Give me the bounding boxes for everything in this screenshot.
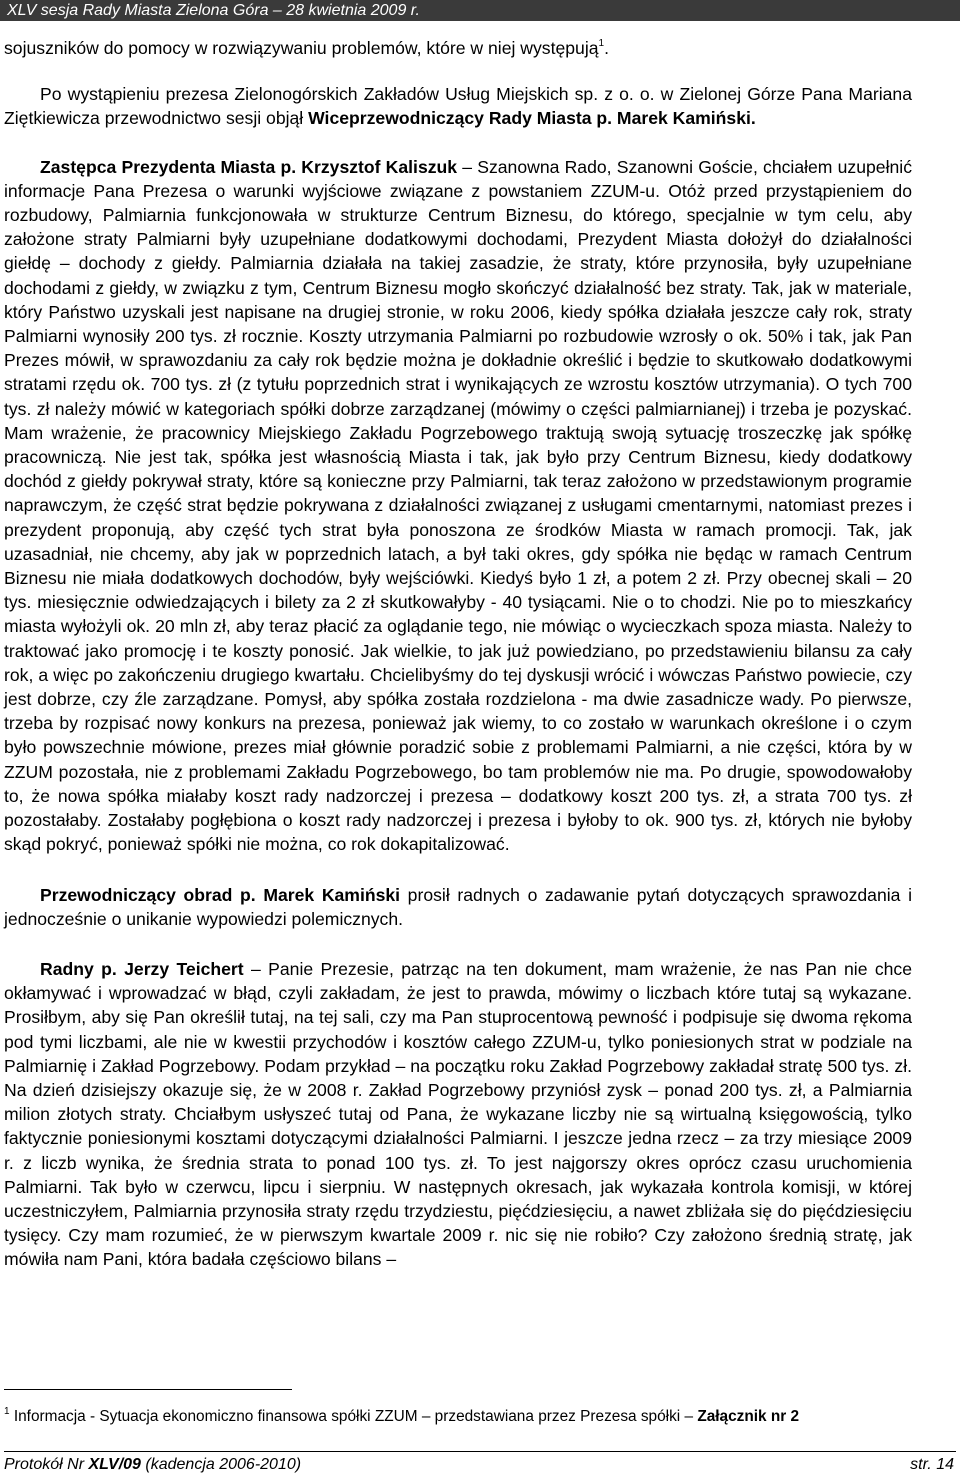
footer-protocol: Protokół Nr XLV/09 (kadencja 2006-2010): [4, 1456, 302, 1473]
footer-separator: [4, 1451, 956, 1452]
page-header-title: XLV sesja Rady Miasta Zielona Góra – 28 kwietnia 2009 r.: [7, 2, 420, 19]
speaker-chairman: Przewodniczący obrad p. Marek Kamiński: [40, 884, 401, 905]
page-number: str. 14: [910, 1456, 954, 1473]
chairman-name: Wiceprzewodniczący Rady Miasta p. Marek Kamiński.: [308, 108, 756, 129]
page-header-bar: [0, 0, 960, 21]
footnote-ref[interactable]: 1: [598, 38, 605, 49]
paragraph-2: Po wystąpieniu prezesa Zielonogórskich Zakładów Usług Miejskich sp. z o. o. w Zielonej Górze Pana Mariana Ziętkiewicza przewodnictwo sesji objął Wiceprzewodniczący Rady Miasta p. Marek Kamiński.: [4, 84, 912, 129]
paragraph-5: Radny p. Jerzy Teichert – Panie Prezesie, patrząc na ten dokument, mam wrażenie, że nas Pan nie chce okłamywać i wprowadzać w błąd, czyli zakładam, że jest to prawda, mówimy o liczbach które tutaj są wykazane. Prosiłbym, aby się Pan określił tutaj, na tej sali, czy ma Pan stuprocentową pewność i podpisuje się dwoma rękoma pod tymi liczbami, ale nie w kwestii przychodów i kosztów całego ZZUM-u, tylko poniesionych strat w podziale na Palmiarnię i Zakład Pogrzebowy. Podam przykład – na początku roku Zakład Pogrzebowy zakładał stratę 500 tys. zł. Na dzień dzisiejszy okazuje się, że w 2008 r. Zakład Pogrzebowy przyniósł zysk – ponad 200 tys. zł, a Palmiarnia milion złotych straty. Chciałbym usłyszeć tutaj od Pana, że wykazane liczby nie są wirtualną księgowością, tylko faktycznie poniesionymi kosztami dotyczącymi działalności Palmiarni. I jeszcze jedna rzecz – za trzy miesiące 2009 r. z liczb wynika, że średnia strata to ponad 100 tys. zł. To jest najgorszy okres oprócz czasu uruchomienia Palmiarni. Tak było w czerwcu, lipcu i sierpniu. W następnych okresach, jak wykazała kontrola komisji, w której uczestniczyłem, Palmiarnia przynosiła straty rzędu trzydziestu, pięćdziesięciu, a nawet zbliżała się do pięćdziesięciu tysięcy. Czy mam rozumieć, że w pierwszym kwartale 2009 r. nic się nie robiło? Czy założono średnią stratę, jak mówiła nam Pani, która badała częściowo bilans –: [4, 958, 913, 1270]
attachment-reference: Załącznik nr 2: [697, 1408, 800, 1425]
speaker-councillor: Radny p. Jerzy Teichert: [40, 958, 244, 979]
footnote-separator: [4, 1389, 292, 1390]
document-body: [4, 36, 912, 1272]
footnote-number: 1: [4, 1406, 10, 1417]
paragraph-1: sojuszników do pomocy w rozwiązywaniu problemów, które w niej występują$^1$.: [4, 38, 609, 58]
paragraph-3: Zastępca Prezydenta Miasta p. Krzysztof Kaliszuk – Szanowna Rado, Szanowni Goście, chciałem uzupełnić informacje Pana Prezesa o warunki wyjściowe związane z powstaniem ZZUM-u. Otóż przed przystąpieniem do rozbudowy, Palmiarnia funkcjonowała w strukturze Centrum Biznesu, do którego, specjalnie w tym celu, aby założone straty Palmiarni były uzupełniane dodatkowymi dochodami, Prezydent Miasta dołożył do działalności giełdę – dochody z giełdy. Palmiarnia działała na takiej zasadzie, że straty, które przynosiła, były uzupełniane dochodami z giełdy, w związku z tym, Centrum Biznesu mogło skończyć działalność bez straty. Tak, jak w materiale, który Państwo uzyskali jest napisane na drugiej stronie, w roku 2006, kiedy spółka działała jeszcze cały rok, straty Palmiarni wynosiły 200 tys. zł rocznie. Koszty utrzymania Palmiarni po rozbudowie wzrosły o ok. 50% i tak, jak Pan Prezes mówił, w sprawozdaniu za cały rok będzie można je dokładnie określić i będzie to skutkowało dodatkowymi stratami rzędu ok. 700 tys. zł (z tytułu poprzednich strat i wynikających ze wzrostu kosztów utrzymania). O tych 700 tys. zł należy mówić w kategoriach spółki dobrze zarządzanej (mówimy o części palmiarnianej) i trzeba je pozyskać. Mam wrażenie, że pracownicy Miejskiego Zakładu Pogrzebowego traktują swoją sytuację troszeczkę jak spółkę pracowniczą. Nie jest tak, spółka jest własnością Miasta i tak, jak było przy Centrum Biznesu, kiedy dodatkowy dochód z giełdy pokrywał straty, które są konieczne przy Palmiarni, tak teraz założono w przedstawionym programie naprawczym, że część strat będzie pokrywana z działalności związanej z usługami cmentarnymi, natomiast prezes i prezydent proponują, aby część tych strat była ponoszona ze środków Miasta w ramach promocji. Tak, jak uzasadniał, nie chcemy, aby jak w poprzednich latach, a był taki okres, gdy spółka nie będąc w ramach Centrum Biznesu nie miała dodatkowych dochodów, były wejściówki. Kiedyś było 1 zł, a potem 2 zł. Przy obecnej skali – 20 tys. miesięcznie odwiedzających i bilety za 2 zł skutkowałyby - 40 tysiącami. Nie o to chodzi. Nie po to mieszkańcy miasta wyłożyli ok. 20 mln zł, aby teraz płacić za oglądanie tego, nie mówiąc o wycieczkach spoza miasta. Należy to traktować jako promocję i te koszty ponosić. Jak wielkie, to jak już powiedziano, po przedstawieniu bilansu za cały rok, a więc po zakończeniu drugiego kwartału. Chcielibyśmy do tej dyskusji wrócić i wówczas Państwo powiecie, czy jest dobrze, czy źle zarządzane. Pomysł, aby spółka została rozdzielona - ma dwie zasadnicze wady. Po pierwsze, trzeba by rozpisać nowy konkurs na prezesa, ponieważ jak wiemy, to co zostało w warunkach określone i o czym było powszechnie mówione, prezes miał głównie poradzić sobie z problemami Palmiarni, a nie części, która by w ZZUM pozostała, nie z problemami Zakładu Pogrzebowego, bo tam problemów nie ma. Po drugie, spowodowałoby to, że nowa spółka miałaby koszt rady nadzorczej i prezesa – dodatkowy koszt 200 tys. zł, a strata 700 tys. zł pozostałaby. Zostałaby pogłębiona o koszt rady nadzorczej i prezesa i byłoby to ok. 900 tys. zł, których nie byłoby skąd pokryć, ponieważ spółki nie można, co rok dokapitalizować.: [4, 156, 912, 855]
speaker-deputy-mayor: Zastępca Prezydenta Miasta p. Krzysztof Kaliszuk: [40, 156, 458, 177]
paragraph-4: Przewodniczący obrad p. Marek Kamiński prosił radnych o zadawanie pytań dotyczących sprawozdania i jednocześnie o unikanie wypowiedzi polemicznych.: [4, 884, 912, 929]
protocol-number: XLV/09: [88, 1456, 141, 1473]
footnote: $^1$ Informacja - Sytuacja ekonomiczno finansowa spółki ZZUM – przedstawiana przez Prezesa spółki – Załącznik nr 2: [4, 1406, 800, 1425]
